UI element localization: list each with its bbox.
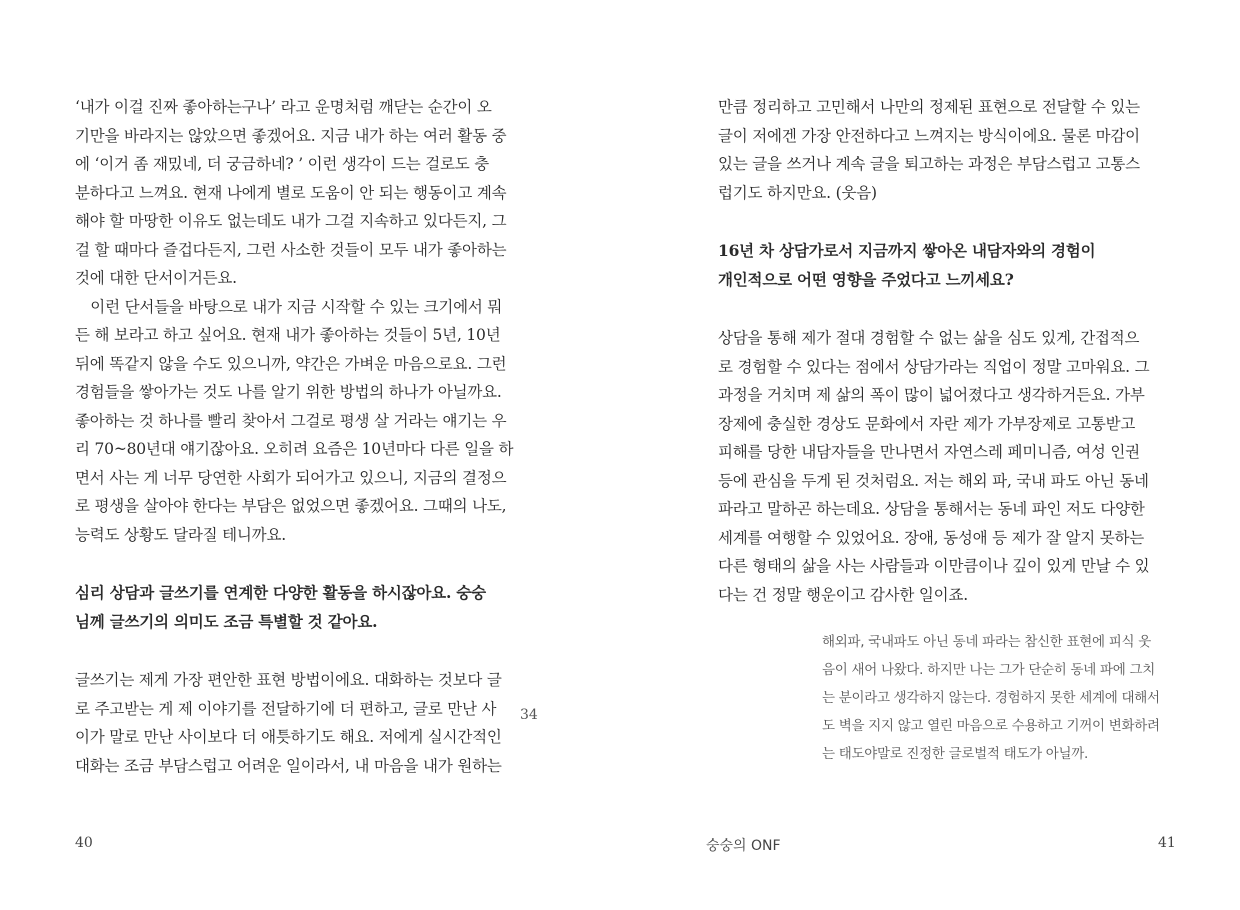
right-page: [620, 0, 1240, 910]
answer-line: 글쓰기는 제게 가장 편안한 표현 방법이에요. 대화하는 것보다 글: [75, 671, 502, 689]
left-body: [75, 93, 527, 780]
body-line: 해야 할 마땅한 이유도 없는데도 내가 그걸 지속하고 있다든지, 그: [75, 212, 507, 230]
answer-line: 로 주고받는 게 제 이야기를 전달하기에 더 편하고, 글로 만난 사: [75, 699, 497, 718]
body-line: 로 평생을 살아야 한다는 부담은 없었으면 좋겠어요. 그때의 나도,: [75, 497, 507, 515]
note-line: 음이 새어 나왔다. 하지만 나는 그가 단순히 동네 파에 그치: [822, 662, 1155, 678]
spacer: [718, 207, 1170, 237]
body-line: 것에 대한 단서이거든요.: [75, 269, 237, 287]
answer-line: 과정을 거치며 제 삶의 폭이 많이 넓어졌다고 생각하거든요. 가부: [718, 386, 1145, 404]
sidebar-note: [822, 628, 1182, 768]
spacer: [75, 636, 527, 666]
page-number-left: 40: [75, 835, 93, 851]
body-line: 기만을 바라지는 않았으면 좋겠어요. 지금 내가 하는 여러 활동 중: [75, 126, 507, 145]
answer-line: 파라고 말하곤 하는데요. 상담을 통해서는 동네 파인 저도 다양한: [718, 500, 1145, 518]
note-line: 는 분이라고 생각하지 않는다. 경험하지 못한 세계에 대해서: [822, 690, 1160, 706]
answer-line: 장제에 충실한 경상도 문화에서 자란 제가 가부장제로 고통받고: [718, 414, 1136, 433]
body-line: 능력도 상황도 달라질 테니까요.: [75, 525, 286, 544]
answer-line: 피해를 당한 내담자들을 만나면서 자연스레 페미니즘, 여성 인권: [718, 443, 1140, 461]
body-line: 에 ‘이거 좀 재밌네, 더 궁금하네? ’ 이런 생각이 드는 걸로도 충: [75, 155, 490, 173]
stray-page-number: 34: [520, 707, 538, 723]
spacer: [718, 294, 1170, 324]
answer-line: 등에 관심을 두게 된 것처럼요. 저는 해외 파, 국내 파도 아닌 동네: [718, 471, 1149, 490]
body-line: 경험들을 쌓아가는 것도 나를 알기 위한 방법의 하나가 아닐까요.: [75, 383, 502, 401]
body-line: 분하다고 느껴요. 현재 나에게 별로 도움이 안 되는 행동이고 계속: [75, 183, 507, 202]
right-body: [718, 93, 1170, 609]
answer-line: 다는 건 정말 행운이고 감사한 일이죠.: [718, 585, 968, 604]
note-line: 는 태도야말로 진정한 글로벌적 태도가 아닐까.: [822, 746, 1089, 762]
answer-line: 상담을 통해 제가 절대 경험할 수 없는 삶을 심도 있게, 간접적으: [718, 329, 1140, 347]
note-line: 도 벽을 지지 않고 열린 마음으로 수용하고 기꺼이 변화하려: [822, 718, 1160, 734]
body-line: 면서 사는 게 너무 당연한 사회가 되어가고 있으니, 지금의 결정으: [75, 468, 507, 487]
body-line: 좋아하는 것 하나를 빨리 찾아서 그걸로 평생 살 거라는 얘기는 우: [75, 411, 507, 430]
body-line: ‘내가 이걸 진짜 좋아하는구나’ 라고 운명처럼 깨닫는 순간이 오: [75, 98, 492, 116]
interview-question: 16년 차 상담가로서 지금까지 쌓아온 내담자와의 경험이: [718, 241, 1096, 260]
spacer: [75, 549, 527, 579]
answer-line: 대화는 조금 부담스럽고 어려운 일이라서, 내 마음을 내가 원하는: [75, 756, 502, 775]
answer-line: 로 경험할 수 있다는 점에서 상담가라는 직업이 정말 고마워요. 그: [718, 357, 1150, 376]
body-line: 만큼 정리하고 고민해서 나만의 정제된 표현으로 전달할 수 있는: [718, 98, 1140, 116]
answer-line: 세계를 여행할 수 있었어요. 장애, 동성애 등 제가 잘 알지 못하는: [718, 528, 1145, 547]
note-line: 해외파, 국내파도 아닌 동네 파라는 참신한 표현에 피식 웃: [822, 634, 1151, 650]
running-head: 숭숭의 ONF: [706, 838, 781, 854]
interview-question: 심리 상담과 글쓰기를 연계한 다양한 활동을 하시잖아요. 숭숭: [75, 583, 486, 602]
body-line: 걸 할 때마다 즐겁다든지, 그런 사소한 것들이 모두 내가 좋아하는: [75, 240, 507, 259]
page-number-right: 41: [1158, 835, 1176, 851]
interview-question: 님께 글쓰기의 의미도 조금 특별할 것 같아요.: [75, 611, 378, 631]
answer-line: 이가 말로 만난 사이보다 더 애틋하기도 해요. 저에게 실시간적인: [75, 728, 502, 746]
body-line: 글이 저에겐 가장 안전하다고 느껴지는 방식이에요. 물론 마감이: [718, 126, 1140, 145]
body-line: 럽기도 하지만요. (웃음): [718, 183, 877, 202]
body-line: 뒤에 똑같지 않을 수도 있으니까, 약간은 가벼운 마음으로요. 그런: [75, 354, 507, 373]
answer-line: 다른 형태의 삶을 사는 사람들과 이만큼이나 깊이 있게 만날 수 있: [718, 557, 1150, 575]
body-line: 있는 글을 쓰거나 계속 글을 퇴고하는 과정은 부담스럽고 고통스: [718, 155, 1140, 173]
body-line: 든 해 보라고 하고 싶어요. 현재 내가 좋아하는 것들이 5년, 10년: [75, 326, 501, 344]
interview-question: 개인적으로 어떤 영향을 주었다고 느끼세요?: [718, 269, 1014, 289]
body-line: 이런 단서들을 바탕으로 내가 지금 시작할 수 있는 크기에서 뭐: [75, 297, 503, 316]
body-line: 리 70~80년대 얘기잖아요. 오히려 요즘은 10년마다 다른 일을 하: [75, 440, 514, 458]
